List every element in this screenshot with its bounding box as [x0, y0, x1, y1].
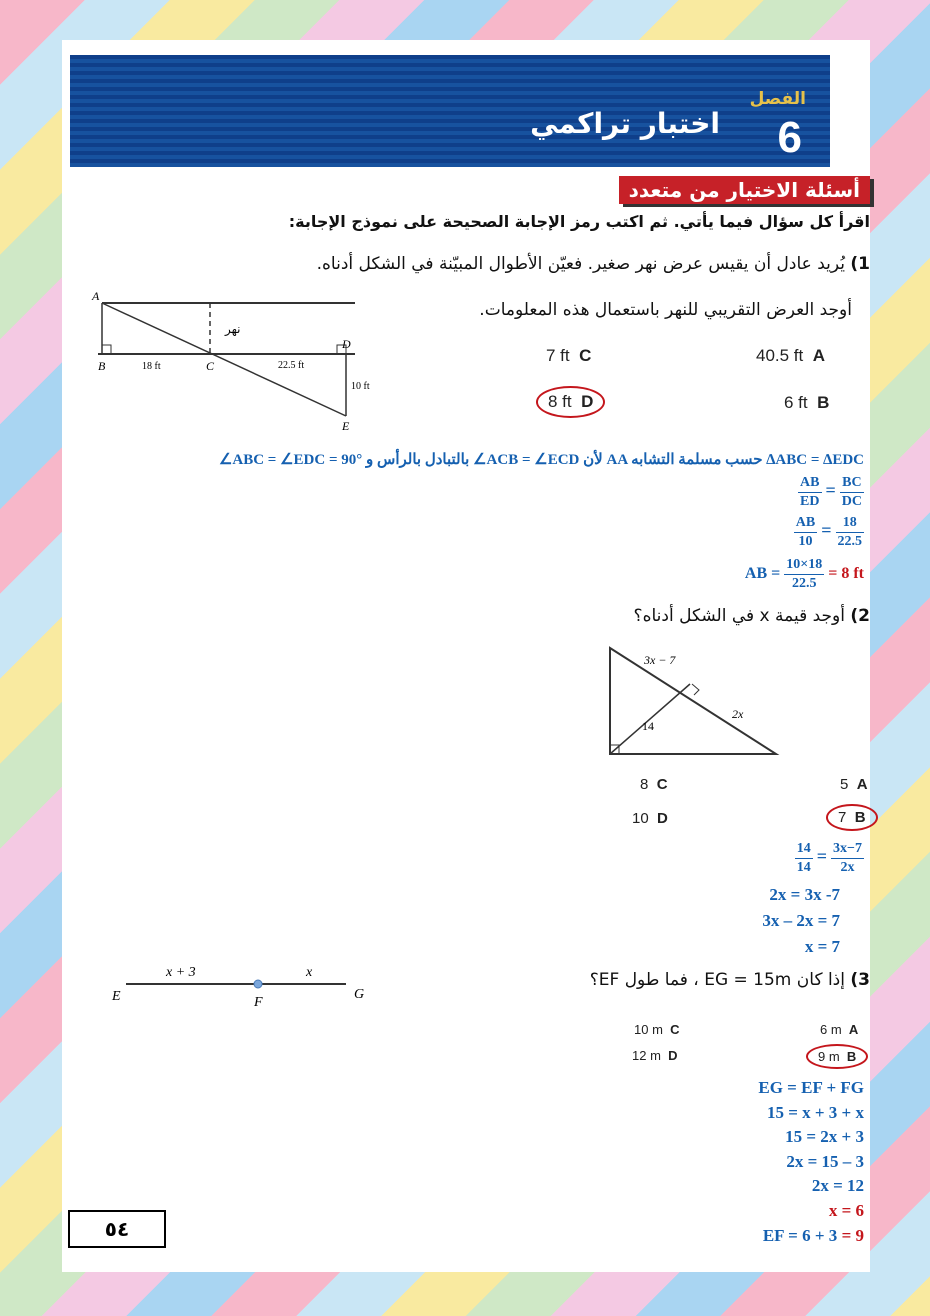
q1-label-bc: 18 ft: [142, 361, 161, 372]
q1-label-e: E: [342, 419, 350, 433]
page: [62, 40, 870, 1272]
q2-figure: [600, 638, 786, 760]
q3-option-a[interactable]: 6 m A: [820, 1022, 859, 1037]
q2-option-d[interactable]: 10 D: [632, 810, 668, 827]
q3-label-left: x + 3: [166, 965, 196, 980]
q1-figure: [90, 288, 370, 436]
q1-label-a: A: [92, 289, 100, 303]
q1-label-c: C: [206, 359, 215, 373]
q2-solution-steps: 2x = 3x -7 3x – 2x = 7 x = 7: [762, 885, 840, 956]
q3-label-right: x: [306, 965, 313, 980]
q3-option-d[interactable]: 12 m D: [632, 1048, 678, 1063]
q2-option-c[interactable]: 8 C: [640, 776, 668, 793]
q2-option-a[interactable]: 5 A: [840, 776, 868, 793]
instructions: اقرأ كل سؤال فيما يأتي. ثم اكتب رمز الإجابة الصحيحة على نموذج الإجابة:: [288, 212, 870, 231]
q3-figure: [102, 956, 382, 1012]
q3-label-f: F: [254, 995, 263, 1010]
q1-label-river: نهر: [225, 322, 241, 336]
q1-label-de: 10 ft: [351, 381, 370, 392]
q3-text: 3) إذا كان EG = 15m ، فما طول EF؟: [589, 970, 870, 990]
page-number: ٥٤: [68, 1210, 166, 1248]
q1-solution-ratio1: $\frac{AB}{ED}$ = $\frac{BC}{DC}$: [800, 475, 862, 509]
q1-label-d: D: [342, 337, 351, 351]
q1-solution-ratio2: $\frac{AB}{10}$ = $\frac{18}{22.5}$: [795, 515, 862, 549]
q1-number: 1): [850, 254, 870, 274]
q1-option-b[interactable]: 6 ft B: [784, 393, 830, 412]
q2-label-alt: 14: [642, 719, 654, 733]
q1-text-line2: أوجد العرض التقريبي للنهر باستعمال هذه المعلومات.: [479, 300, 852, 320]
section-title: أسئلة الاختيار من متعدد: [619, 176, 870, 204]
q1-label-b: B: [98, 359, 106, 373]
q3-label-g: G: [354, 987, 365, 1002]
q1-option-d[interactable]: 8 ft D: [536, 386, 605, 418]
page-title: اختبار تراكمي: [530, 107, 720, 140]
q1-option-a[interactable]: 40.5 ft A: [756, 346, 825, 365]
chapter-number: 6: [777, 113, 802, 162]
q1-option-c[interactable]: 7 ft C: [546, 346, 592, 365]
q2-solution-ratio: $\frac{14}{14}$ = $\frac{3x-7}{2x}$: [796, 841, 862, 875]
q2-label-top: 3x − 7: [644, 653, 676, 667]
q2-label-side: 2x: [732, 707, 744, 721]
q1-solution-line1: ∠ABC = ∠EDC = 90° بالتبادل بالرأس و ∠ACB = ∠ECD لأن AA حسب مسلمة التشابه ∆ABC = ∆EDC: [218, 452, 864, 468]
chapter-word: الفصل: [749, 89, 806, 109]
q1-solution-result: AB = $\frac{10\times 18}{22.5}$ = 8 ft: [744, 557, 864, 591]
q3-option-b[interactable]: 9 m B: [806, 1044, 868, 1069]
q3-label-e: E: [112, 989, 121, 1004]
q2-text: 2) أوجد قيمة x في الشكل أدناه؟: [633, 606, 870, 626]
q3-solution-steps: EG = EF + FG 15 = x + 3 + x 15 = 2x + 3 2x = 15 – 3 2x = 12 x = 6 EF = 6 + 3 = 9: [758, 1078, 864, 1245]
q1-label-cd: 22.5 ft: [278, 360, 305, 371]
chapter-banner: [70, 55, 830, 167]
q3-option-c[interactable]: 10 m C: [634, 1022, 680, 1037]
q1-text-line1: 1) يُريد عادل أن يقيس عرض نهر صغير. فعيّن الأطوال المبيّنة في الشكل أدناه.: [316, 254, 870, 274]
q2-option-b[interactable]: 7 B: [826, 804, 878, 831]
